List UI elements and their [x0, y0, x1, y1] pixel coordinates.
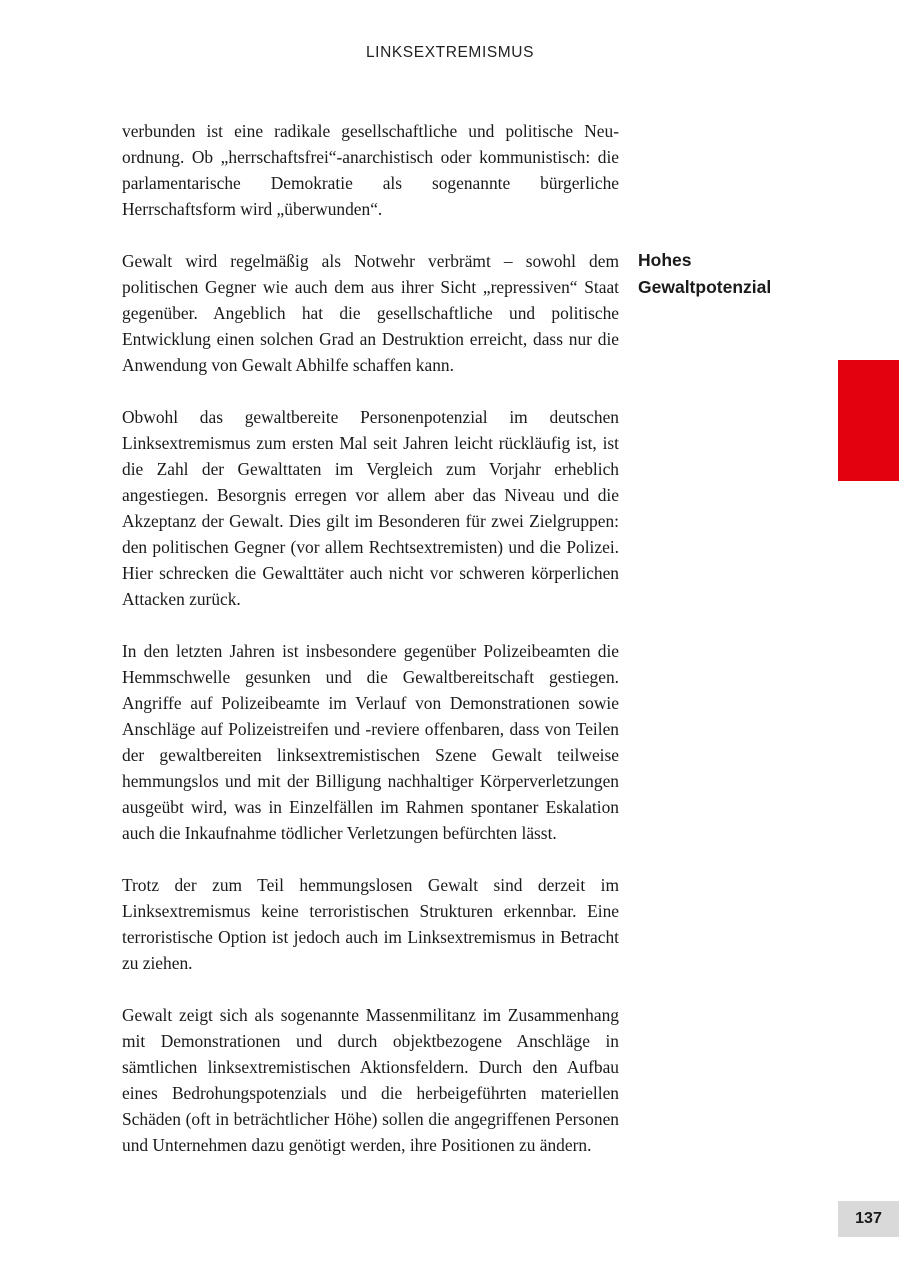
body-text [122, 118, 619, 1184]
paragraph-4: In den letzten Jahren ist insbesondere gegenüber Polizeibeamten die Hemmschwelle gesunken und die Gewaltbereitschaft gestiegen. Angriffe auf Polizeibeamte im Verlauf von Demonstrationen sowie Anschläge auf Polizeistreifen und -reviere offenbaren, dass von Teilen der gewaltbereiten linksextremistischen Szene Gewalt teilweise hemmungslos und mit der Billigung nachhaltiger Körperverletzungen ausgeübt wird, was in Einzelfällen im Rahmen spontaner Eskalation auch die Inkaufnahme tödlicher Verletzungen befürchten lässt. [122, 641, 619, 843]
chapter-tab-marker [838, 360, 899, 481]
paragraph-3: Obwohl das gewaltbereite Personenpotenzial im deutschen Linksextremismus zum ersten Mal seit Jahren leicht rückläufig ist, ist die Zahl der Gewalttaten im Vergleich zum Vorjahr erheblich angestiegen. Besorgnis erregen vor allem aber das Niveau und die Akzeptanz der Gewalt. Dies gilt im Besonderen für zwei Zielgruppen: den politischen Gegner (vor allem Rechtsextremisten) und die Polizei. Hier schrecken die Gewalttäter auch nicht vor schweren körperlichen Attacken zurück. [122, 407, 619, 609]
margin-note [638, 247, 838, 301]
margin-note-line-1: Hohes [638, 250, 692, 270]
paragraph-5: Trotz der zum Teil hemmungslosen Gewalt sind derzeit im Linksextremismus keine terroristischen Strukturen erkennbar. Eine terroristische Option ist jedoch auch im Linksextremismus in Betracht zu ziehen. [122, 875, 619, 973]
paragraph-2: Gewalt wird regelmäßig als Notwehr verbrämt – sowohl dem politischen Gegner wie auch dem aus ihrer Sicht „repressiven“ Staat gegenüber. Angeblich hat die gesellschaftliche und politische Entwicklung einen solchen Grad an Destruktion erreicht, dass nur die Anwendung von Gewalt Abhilfe schaffen kann. [122, 251, 619, 375]
margin-note-line-2: Gewaltpotenzial [638, 277, 772, 297]
running-header: LINKSEXTREMISMUS [365, 44, 535, 61]
paragraph-6: Gewalt zeigt sich als sogenannte Massenmilitanz im Zusammenhang mit Demonstrationen und durch objektbezogene Anschläge in sämtlichen linksextremistischen Aktionsfeldern. Durch den Aufbau eines Bedrohungspotenzials und die herbeigeführten materiellen Schäden (oft in beträchtlicher Höhe) sollen die angegriffenen Personen und Unternehmen dazu genötigt werden, ihre Positionen zu ändern. [122, 1005, 619, 1155]
paragraph-1: verbunden ist eine radikale gesellschaftliche und politische Neuordnung. Ob „herrschaftsfrei“-anarchistisch oder kommunistisch: die parlamentarische Demokratie als sogenannte bürgerliche Herrschaftsform wird „überwunden“. [122, 121, 619, 219]
page-number: 137 [838, 1201, 899, 1237]
